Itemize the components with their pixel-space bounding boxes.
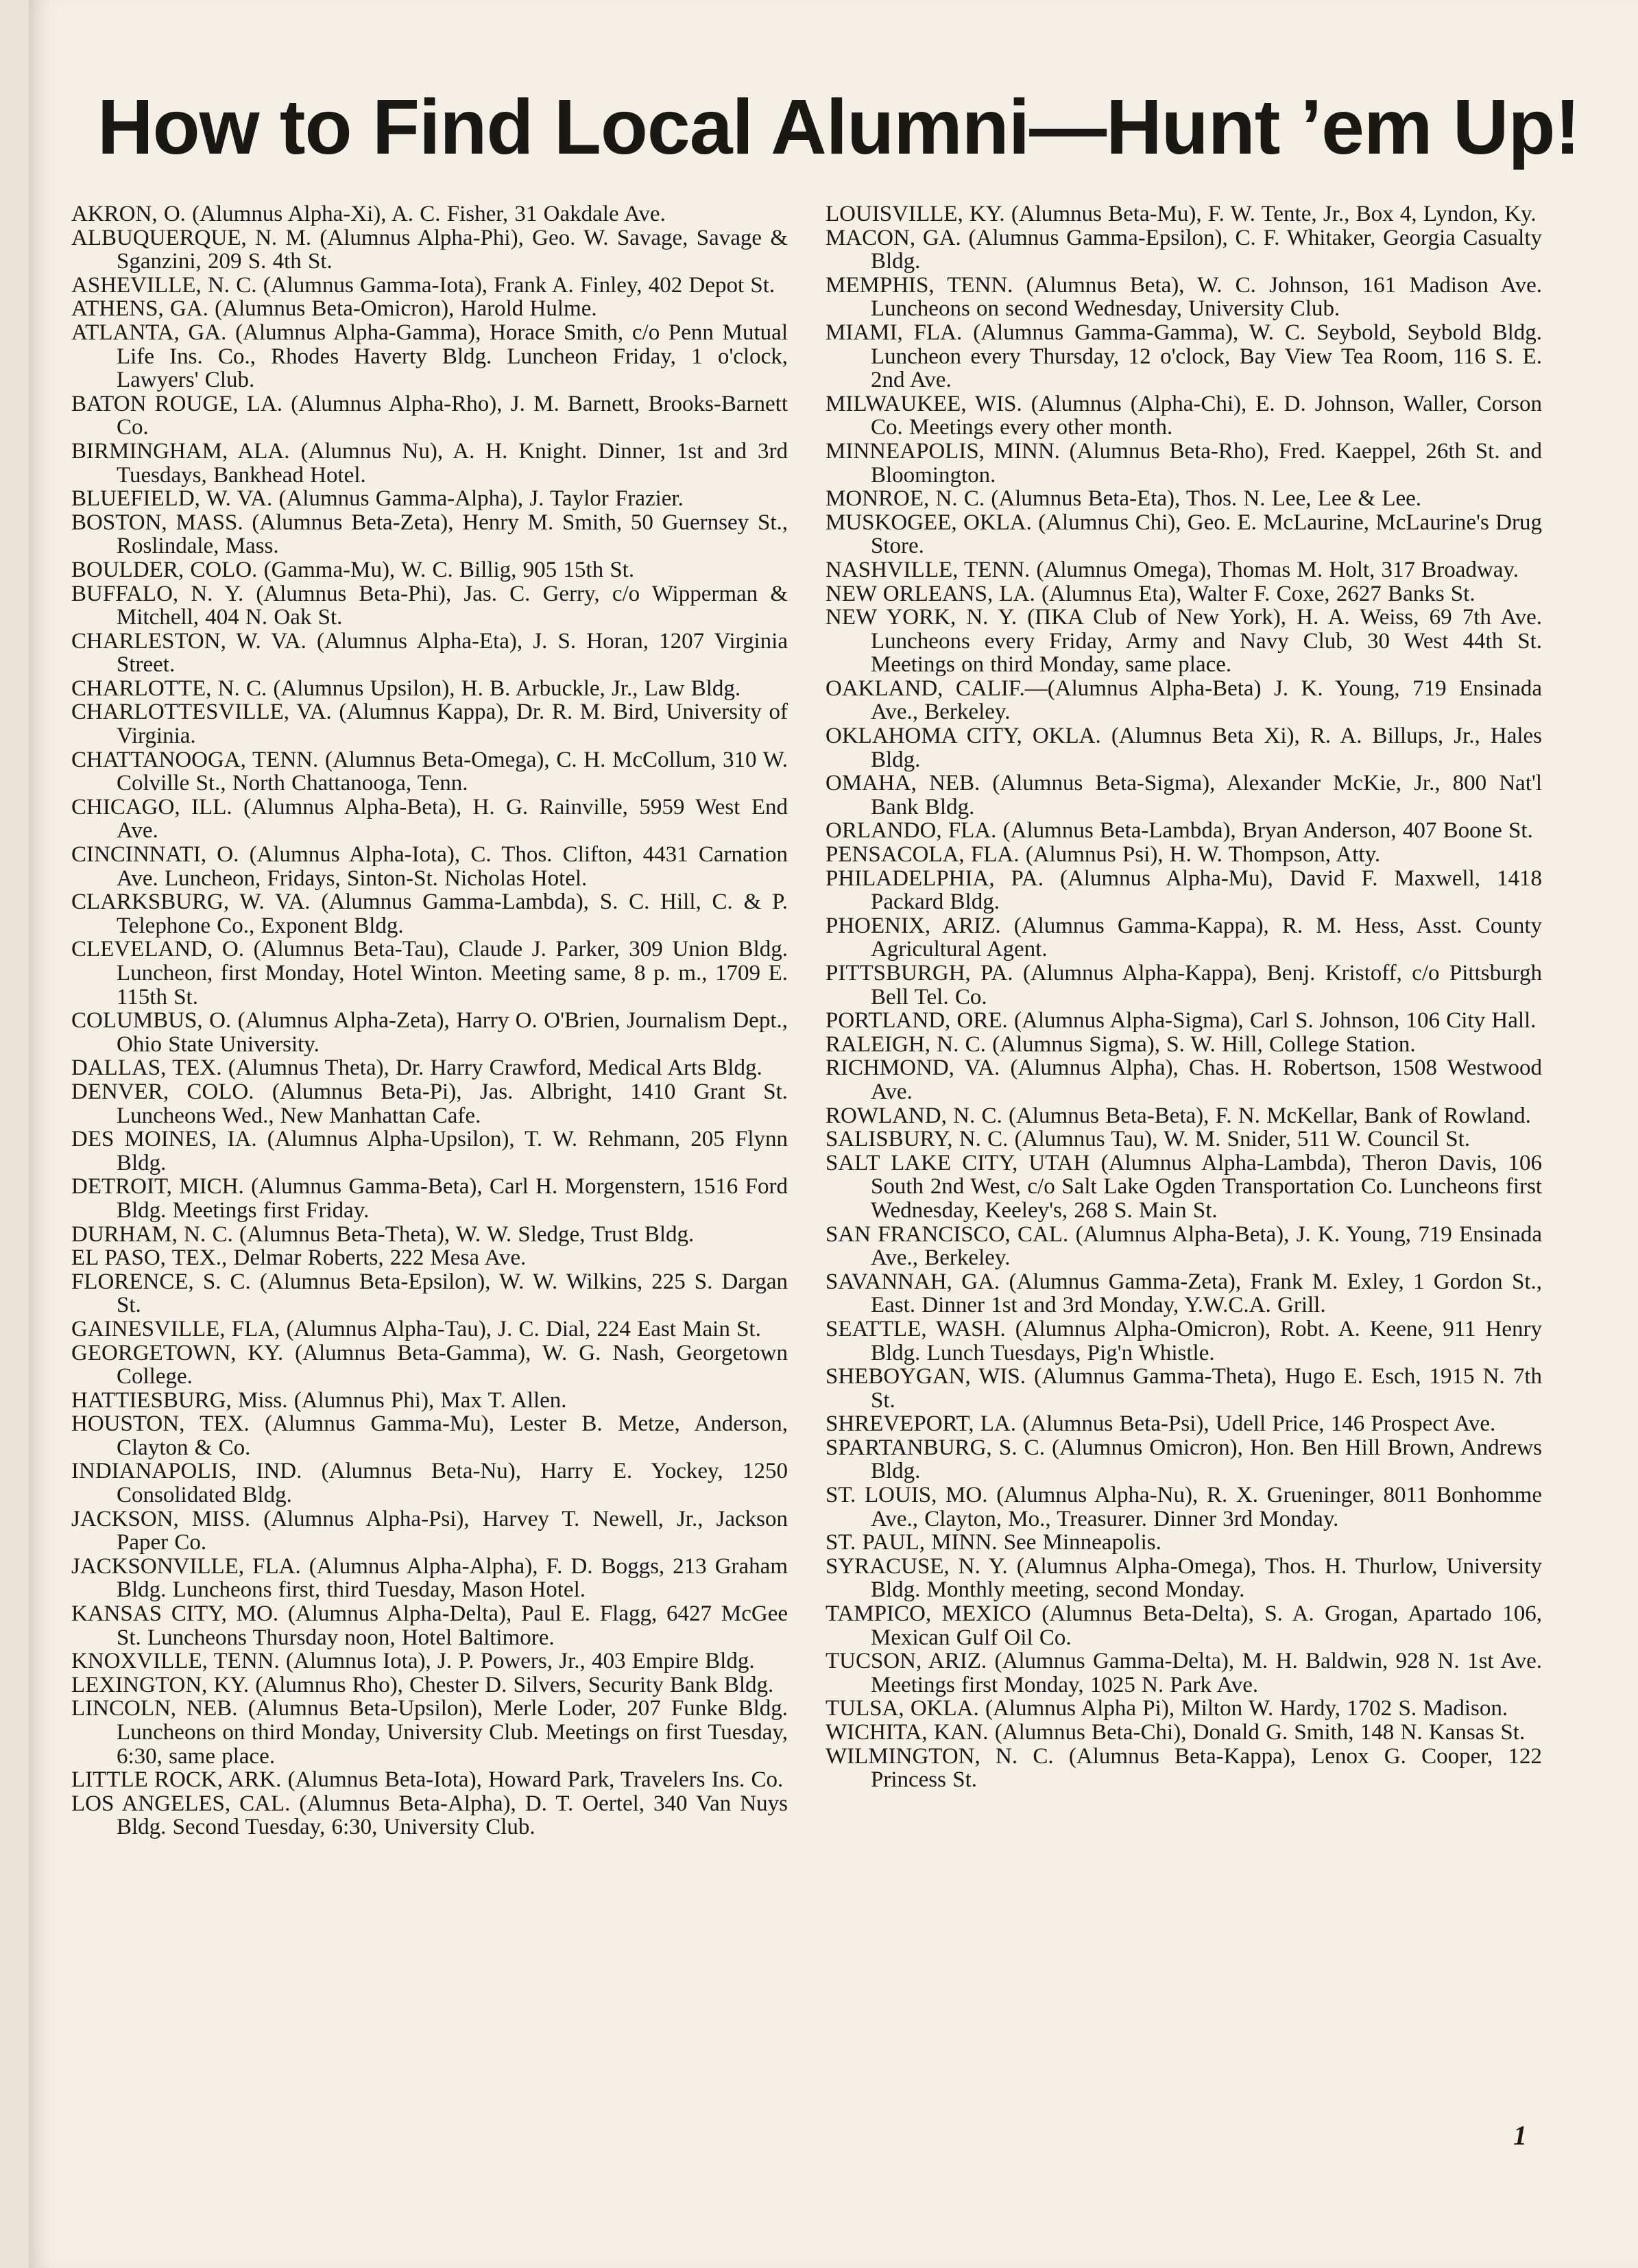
alumni-entry: CHARLOTTESVILLE, VA. (Alumnus Kappa), Dr. R. M. Bird, University of Virginia. bbox=[71, 700, 788, 749]
document-page bbox=[29, 0, 1638, 2268]
alumni-entry: ATHENS, GA. (Alumnus Beta-Omicron), Harold Hulme. bbox=[71, 296, 597, 322]
alumni-entry: ST. PAUL, MINN. See Minneapolis. bbox=[826, 1530, 1161, 1555]
alumni-entry: DENVER, COLO. (Alumnus Beta-Pi), Jas. Albright, 1410 Grant St. Luncheons Wed., New Manhattan Cafe. bbox=[71, 1079, 788, 1128]
alumni-entry: WICHITA, KAN. (Alumnus Beta-Chi), Donald G. Smith, 148 N. Kansas St. bbox=[826, 1720, 1526, 1745]
alumni-entry: LITTLE ROCK, ARK. (Alumnus Beta-Iota), Howard Park, Travelers Ins. Co. bbox=[71, 1767, 784, 1793]
alumni-entry: NASHVILLE, TENN. (Alumnus Omega), Thomas M. Holt, 317 Broadway. bbox=[826, 557, 1519, 582]
alumni-entry: TUCSON, ARIZ. (Alumnus Gamma-Delta), M. H. Baldwin, 928 N. 1st Ave. Meetings first Monday, 1025 N. Park Ave. bbox=[826, 1649, 1542, 1697]
alumni-entry: FLORENCE, S. C. (Alumnus Beta-Epsilon), W. W. Wilkins, 225 S. Dargan St. bbox=[71, 1269, 788, 1318]
alumni-entry: PITTSBURGH, PA. (Alumnus Alpha-Kappa), Benj. Kristoff, c/o Pittsburgh Bell Tel. Co. bbox=[826, 961, 1542, 1010]
alumni-entry: BOSTON, MASS. (Alumnus Beta-Zeta), Henry M. Smith, 50 Guernsey St., Roslindale, Mass. bbox=[71, 510, 788, 559]
alumni-entry: SALT LAKE CITY, UTAH (Alumnus Alpha-Lambda), Theron Davis, 106 South 2nd West, c/o Salt Lake Ogden Transportation Co. Luncheons first Wednesday, Keeley's, 268 S. Main St. bbox=[826, 1150, 1542, 1223]
alumni-entry: ATLANTA, GA. (Alumnus Alpha-Gamma), Horace Smith, c/o Penn Mutual Life Ins. Co., Rhodes Haverty Bldg. Luncheon Friday, 1 o'clock, Lawyers' Club. bbox=[71, 320, 788, 393]
alumni-entry: PORTLAND, ORE. (Alumnus Alpha-Sigma), Carl S. Johnson, 106 City Hall. bbox=[826, 1008, 1537, 1034]
alumni-entry: DALLAS, TEX. (Alumnus Theta), Dr. Harry Crawford, Medical Arts Bldg. bbox=[71, 1055, 762, 1081]
alumni-entry: SAN FRANCISCO, CAL. (Alumnus Alpha-Beta), J. K. Young, 719 Ensinada Ave., Berkeley. bbox=[826, 1221, 1542, 1271]
alumni-entry: KNOXVILLE, TENN. (Alumnus Iota), J. P. Powers, Jr., 403 Empire Bldg. bbox=[71, 1649, 755, 1674]
alumni-entry: MACON, GA. (Alumnus Gamma-Epsilon), C. F. Whitaker, Georgia Casualty Bldg. bbox=[826, 225, 1542, 274]
alumni-entry: WILMINGTON, N. C. (Alumnus Beta-Kappa), Lenox G. Cooper, 122 Princess St. bbox=[826, 1743, 1542, 1793]
alumni-entry: SHEBOYGAN, WIS. (Alumnus Gamma-Theta), Hugo E. Esch, 1915 N. 7th St. bbox=[826, 1364, 1542, 1413]
alumni-entry: LOS ANGELES, CAL. (Alumnus Beta-Alpha), D. T. Oertel, 340 Van Nuys Bldg. Second Tuesday, 6:30, University Club. bbox=[71, 1791, 788, 1840]
alumni-entry: PHILADELPHIA, PA. (Alumnus Alpha-Mu), David F. Maxwell, 1418 Packard Bldg. bbox=[826, 866, 1542, 915]
alumni-entry: TULSA, OKLA. (Alumnus Alpha Pi), Milton W. Hardy, 1702 S. Madison. bbox=[826, 1696, 1508, 1721]
alumni-entry: ASHEVILLE, N. C. (Alumnus Gamma-Iota), Frank A. Finley, 402 Depot St. bbox=[71, 272, 775, 298]
alumni-entry: HOUSTON, TEX. (Alumnus Gamma-Mu), Lester B. Metze, Anderson, Clayton & Co. bbox=[71, 1411, 788, 1460]
alumni-entry: SYRACUSE, N. Y. (Alumnus Alpha-Omega), Thos. H. Thurlow, University Bldg. Monthly meeting, second Monday. bbox=[826, 1553, 1542, 1603]
alumni-entry: DETROIT, MICH. (Alumnus Gamma-Beta), Carl H. Morgenstern, 1516 Ford Bldg. Meetings first Friday. bbox=[71, 1174, 788, 1223]
alumni-entry: CHICAGO, ILL. (Alumnus Alpha-Beta), H. G. Rainville, 5959 West End Ave. bbox=[71, 794, 788, 844]
alumni-entry: MIAMI, FLA. (Alumnus Gamma-Gamma), W. C. Seybold, Seybold Bldg. Luncheon every Thursday, 12 o'clock, Bay View Tea Room, 116 S. E. 2nd Ave. bbox=[826, 320, 1542, 393]
alumni-entry: PENSACOLA, FLA. (Alumnus Psi), H. W. Thompson, Atty. bbox=[826, 842, 1381, 868]
alumni-entry: ST. LOUIS, MO. (Alumnus Alpha-Nu), R. X. Grueninger, 8011 Bonhomme Ave., Clayton, Mo., Treasurer. Dinner 3rd Monday. bbox=[826, 1483, 1542, 1531]
alumni-entry: JACKSON, MISS. (Alumnus Alpha-Psi), Harvey T. Newell, Jr., Jackson Paper Co. bbox=[71, 1506, 788, 1555]
alumni-entry: CLEVELAND, O. (Alumnus Beta-Tau), Claude J. Parker, 309 Union Bldg. Luncheon, first Monday, Hotel Winton. Meeting same, 8 p. m., 1709 E. 115th St. bbox=[71, 937, 788, 1010]
alumni-entry: SHREVEPORT, LA. (Alumnus Beta-Psi), Udell Price, 146 Prospect Ave. bbox=[826, 1411, 1496, 1437]
page-title: How to Find Local Alumni—Hunt ’em Up! bbox=[97, 84, 1580, 170]
alumni-entry: SAVANNAH, GA. (Alumnus Gamma-Zeta), Frank M. Exley, 1 Gordon St., East. Dinner 1st and 3rd Monday, Y.W.C.A. Grill. bbox=[826, 1269, 1542, 1318]
alumni-entry: CHATTANOOGA, TENN. (Alumnus Beta-Omega), C. H. McCollum, 310 W. Colville St., North Chattanooga, Tenn. bbox=[71, 747, 788, 796]
alumni-entry: RICHMOND, VA. (Alumnus Alpha), Chas. H. Robertson, 1508 Westwood Ave. bbox=[826, 1055, 1542, 1104]
alumni-entry: DURHAM, N. C. (Alumnus Beta-Theta), W. W. Sledge, Trust Bldg. bbox=[71, 1221, 695, 1247]
alumni-entry: MINNEAPOLIS, MINN. (Alumnus Beta-Rho), Fred. Kaeppel, 26th St. and Bloomington. bbox=[826, 438, 1542, 488]
alumni-entry: JACKSONVILLE, FLA. (Alumnus Alpha-Alpha), F. D. Boggs, 213 Graham Bldg. Luncheons first, third Tuesday, Mason Hotel. bbox=[71, 1553, 788, 1603]
page-number: 1 bbox=[1513, 2120, 1527, 2151]
alumni-entry: BIRMINGHAM, ALA. (Alumnus Nu), A. H. Knight. Dinner, 1st and 3rd Tuesdays, Bankhead Hotel. bbox=[71, 438, 788, 488]
alumni-entry: RALEIGH, N. C. (Alumnus Sigma), S. W. Hill, College Station. bbox=[826, 1031, 1416, 1057]
alumni-entry: MEMPHIS, TENN. (Alumnus Beta), W. C. Johnson, 161 Madison Ave. Luncheons on second Wednesday, University Club. bbox=[826, 272, 1542, 322]
alumni-entry: ORLANDO, FLA. (Alumnus Beta-Lambda), Bryan Anderson, 407 Boone St. bbox=[826, 818, 1533, 844]
alumni-column-right bbox=[826, 202, 1542, 1792]
alumni-entry: SEATTLE, WASH. (Alumnus Alpha-Omicron), Robt. A. Keene, 911 Henry Bldg. Lunch Tuesdays, Pig'n Whistle. bbox=[826, 1316, 1542, 1365]
alumni-entry: BATON ROUGE, LA. (Alumnus Alpha-Rho), J. M. Barnett, Brooks-Barnett Co. bbox=[71, 391, 788, 440]
alumni-entry: LOUISVILLE, KY. (Alumnus Beta-Mu), F. W. Tente, Jr., Box 4, Lyndon, Ky. bbox=[826, 202, 1537, 226]
alumni-entry: INDIANAPOLIS, IND. (Alumnus Beta-Nu), Harry E. Yockey, 1250 Consolidated Bldg. bbox=[71, 1459, 788, 1508]
alumni-entry: MUSKOGEE, OKLA. (Alumnus Chi), Geo. E. McLaurine, McLaurine's Drug Store. bbox=[826, 510, 1542, 559]
alumni-entry: DES MOINES, IA. (Alumnus Alpha-Upsilon), T. W. Rehmann, 205 Flynn Bldg. bbox=[71, 1127, 788, 1175]
alumni-entry: MONROE, N. C. (Alumnus Beta-Eta), Thos. N. Lee, Lee & Lee. bbox=[826, 486, 1422, 512]
alumni-entry: SPARTANBURG, S. C. (Alumnus Omicron), Hon. Ben Hill Brown, Andrews Bldg. bbox=[826, 1435, 1542, 1484]
alumni-entry: AKRON, O. (Alumnus Alpha-Xi), A. C. Fisher, 31 Oakdale Ave. bbox=[71, 202, 666, 226]
alumni-entry: BLUEFIELD, W. VA. (Alumnus Gamma-Alpha), J. Taylor Frazier. bbox=[71, 486, 684, 512]
alumni-entry: ROWLAND, N. C. (Alumnus Beta-Beta), F. N. McKellar, Bank of Rowland. bbox=[826, 1103, 1531, 1128]
alumni-entry: KANSAS CITY, MO. (Alumnus Alpha-Delta), Paul E. Flagg, 6427 McGee St. Luncheons Thursday noon, Hotel Baltimore. bbox=[71, 1601, 788, 1650]
alumni-entry: BUFFALO, N. Y. (Alumnus Beta-Phi), Jas. C. Gerry, c/o Wipperman & Mitchell, 404 N. Oak St. bbox=[71, 581, 788, 630]
alumni-entry: HATTIESBURG, Miss. (Alumnus Phi), Max T. Allen. bbox=[71, 1387, 567, 1413]
alumni-entry: COLUMBUS, O. (Alumnus Alpha-Zeta), Harry O. O'Brien, Journalism Dept., Ohio State University. bbox=[71, 1008, 788, 1057]
alumni-column-left bbox=[71, 202, 788, 1839]
alumni-entry: PHOENIX, ARIZ. (Alumnus Gamma-Kappa), R. M. Hess, Asst. County Agricultural Agent. bbox=[826, 913, 1542, 962]
alumni-entry: EL PASO, TEX., Delmar Roberts, 222 Mesa Ave. bbox=[71, 1245, 527, 1271]
alumni-entry: CHARLOTTE, N. C. (Alumnus Upsilon), H. B. Arbuckle, Jr., Law Bldg. bbox=[71, 676, 741, 701]
alumni-entry: SALISBURY, N. C. (Alumnus Tau), W. M. Snider, 511 W. Council St. bbox=[826, 1127, 1471, 1152]
alumni-entry: OAKLAND, CALIF.—(Alumnus Alpha-Beta) J. K. Young, 719 Ensinada Ave., Berkeley. bbox=[826, 676, 1542, 725]
alumni-entry: BOULDER, COLO. (Gamma-Mu), W. C. Billig, 905 15th St. bbox=[71, 557, 635, 582]
alumni-entry: LINCOLN, NEB. (Alumnus Beta-Upsilon), Merle Loder, 207 Funke Bldg. Luncheons on third Monday, University Club. Meetings on first Tuesday, 6:30, same place. bbox=[71, 1696, 788, 1769]
alumni-entry: OMAHA, NEB. (Alumnus Beta-Sigma), Alexander McKie, Jr., 800 Nat'l Bank Bldg. bbox=[826, 771, 1542, 820]
alumni-entry: NEW YORK, N. Y. (ΠKA Club of New York), H. A. Weiss, 69 7th Ave. Luncheons every Friday, Army and Navy Club, 30 West 44th St. Meetings on third Monday, same place. bbox=[826, 605, 1542, 678]
alumni-entry: OKLAHOMA CITY, OKLA. (Alumnus Beta Xi), R. A. Billups, Jr., Hales Bldg. bbox=[826, 724, 1542, 772]
alumni-entry: CLARKSBURG, W. VA. (Alumnus Gamma-Lambda), S. C. Hill, C. & P. Telephone Co., Exponent Bldg. bbox=[71, 890, 788, 938]
alumni-entry: CINCINNATI, O. (Alumnus Alpha-Iota), C. Thos. Clifton, 4431 Carnation Ave. Luncheon, Fridays, Sinton-St. Nicholas Hotel. bbox=[71, 842, 788, 891]
alumni-entry: NEW ORLEANS, LA. (Alumnus Eta), Walter F. Coxe, 2627 Banks St. bbox=[826, 581, 1476, 606]
alumni-entry: GEORGETOWN, KY. (Alumnus Beta-Gamma), W. G. Nash, Georgetown College. bbox=[71, 1340, 788, 1389]
alumni-entry: TAMPICO, MEXICO (Alumnus Beta-Delta), S. A. Grogan, Apartado 106, Mexican Gulf Oil Co. bbox=[826, 1601, 1542, 1650]
alumni-entry: MILWAUKEE, WIS. (Alumnus (Alpha-Chi), E. D. Johnson, Waller, Corson Co. Meetings every other month. bbox=[826, 391, 1542, 440]
alumni-entry: CHARLESTON, W. VA. (Alumnus Alpha-Eta), J. S. Horan, 1207 Virginia Street. bbox=[71, 628, 788, 678]
alumni-entry: ALBUQUERQUE, N. M. (Alumnus Alpha-Phi), Geo. W. Savage, Savage & Sganzini, 209 S. 4th St. bbox=[71, 225, 788, 274]
alumni-entry: LEXINGTON, KY. (Alumnus Rho), Chester D. Silvers, Security Bank Bldg. bbox=[71, 1672, 774, 1697]
alumni-entry: GAINESVILLE, FLA, (Alumnus Alpha-Tau), J. C. Dial, 224 East Main St. bbox=[71, 1316, 761, 1341]
